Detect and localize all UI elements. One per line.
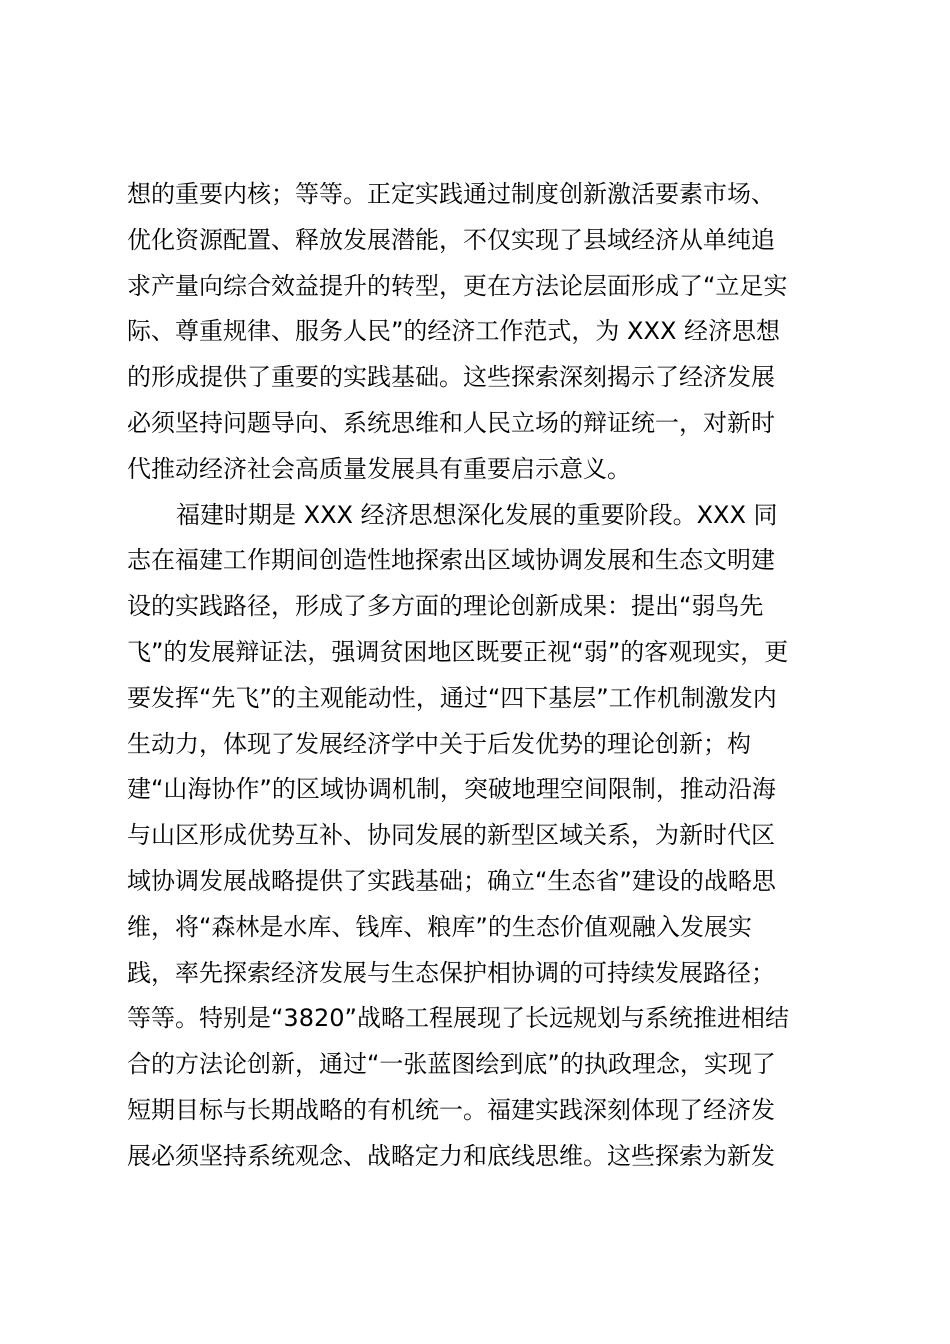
paragraph-2-line: 短期目标与长期战略的有机统一。福建实践深刻体现了经济发 bbox=[127, 1095, 775, 1124]
paragraph-2-line: 建“山海协作”的区域协调机制，突破地理空间限制，推动沿海 bbox=[127, 775, 776, 804]
paragraph-2-line: 飞”的发展辩证法，强调贫困地区既要正视“弱”的客观现实，更 bbox=[127, 637, 789, 666]
paragraph-2-line: 合的方法论创新，通过“一张蓝图绘到底”的执政理念，实现了 bbox=[127, 1050, 776, 1079]
paragraph-2-line: 等等。特别是“3820”战略工程展现了长远规划与系统推进相结 bbox=[127, 1004, 789, 1033]
paragraph-1 bbox=[127, 172, 827, 493]
paragraph-1-line: 代推动经济社会高质量发展具有重要启示意义。 bbox=[127, 454, 631, 483]
paragraph-2-line: 要发挥“先飞”的主观能动性，通过“四下基层”工作机制激发内 bbox=[127, 683, 777, 712]
paragraph-2-line: 设的实践路径，形成了多方面的理论创新成果：提出“弱鸟先 bbox=[127, 592, 764, 621]
paragraph-1-line: 的形成提供了重要的实践基础。这些探索深刻揭示了经济发展 bbox=[127, 363, 775, 392]
paragraph-1-line: 求产量向综合效益提升的转型，更在方法论层面形成了“立足实 bbox=[127, 271, 788, 300]
paragraph-1-line: 优化资源配置、释放发展潜能，不仅实现了县域经济从单纯追 bbox=[127, 225, 775, 254]
paragraph-1-line: 必须坚持问题导向、系统思维和人民立场的辩证统一，对新时 bbox=[127, 408, 775, 437]
paragraph-1-line: 际、尊重规律、服务人民”的经济工作范式，为 XXX 经济思想 bbox=[127, 317, 781, 346]
paragraph-2-line: 与山区形成优势互补、协同发展的新型区域关系，为新时代区 bbox=[127, 821, 775, 850]
paragraph-2-line: 生动力，体现了发展经济学中关于后发优势的理论创新；构 bbox=[127, 729, 751, 758]
paragraph-2-line: 域协调发展战略提供了实践基础；确立“生态省”建设的战略思 bbox=[127, 866, 776, 895]
document-body bbox=[127, 172, 827, 1180]
paragraph-2-line: 展必须坚持系统观念、战略定力和底线思维。这些探索为新发 bbox=[127, 1141, 775, 1170]
paragraph-2-line: 践，率先探索经济发展与生态保护相协调的可持续发展路径； bbox=[127, 958, 775, 987]
paragraph-2-line: 志在福建工作期间创造性地探索出区域协调发展和生态文明建 bbox=[127, 546, 775, 575]
paragraph-2-line: 福建时期是 XXX 经济思想深化发展的重要阶段。XXX 同 bbox=[176, 500, 778, 529]
paragraph-2 bbox=[127, 493, 827, 1180]
paragraph-2-line: 维，将“森林是水库、钱库、粮库”的生态价值观融入发展实 bbox=[127, 912, 752, 941]
paragraph-1-line: 想的重要内核；等等。正定实践通过制度创新激活要素市场、 bbox=[127, 180, 775, 208]
